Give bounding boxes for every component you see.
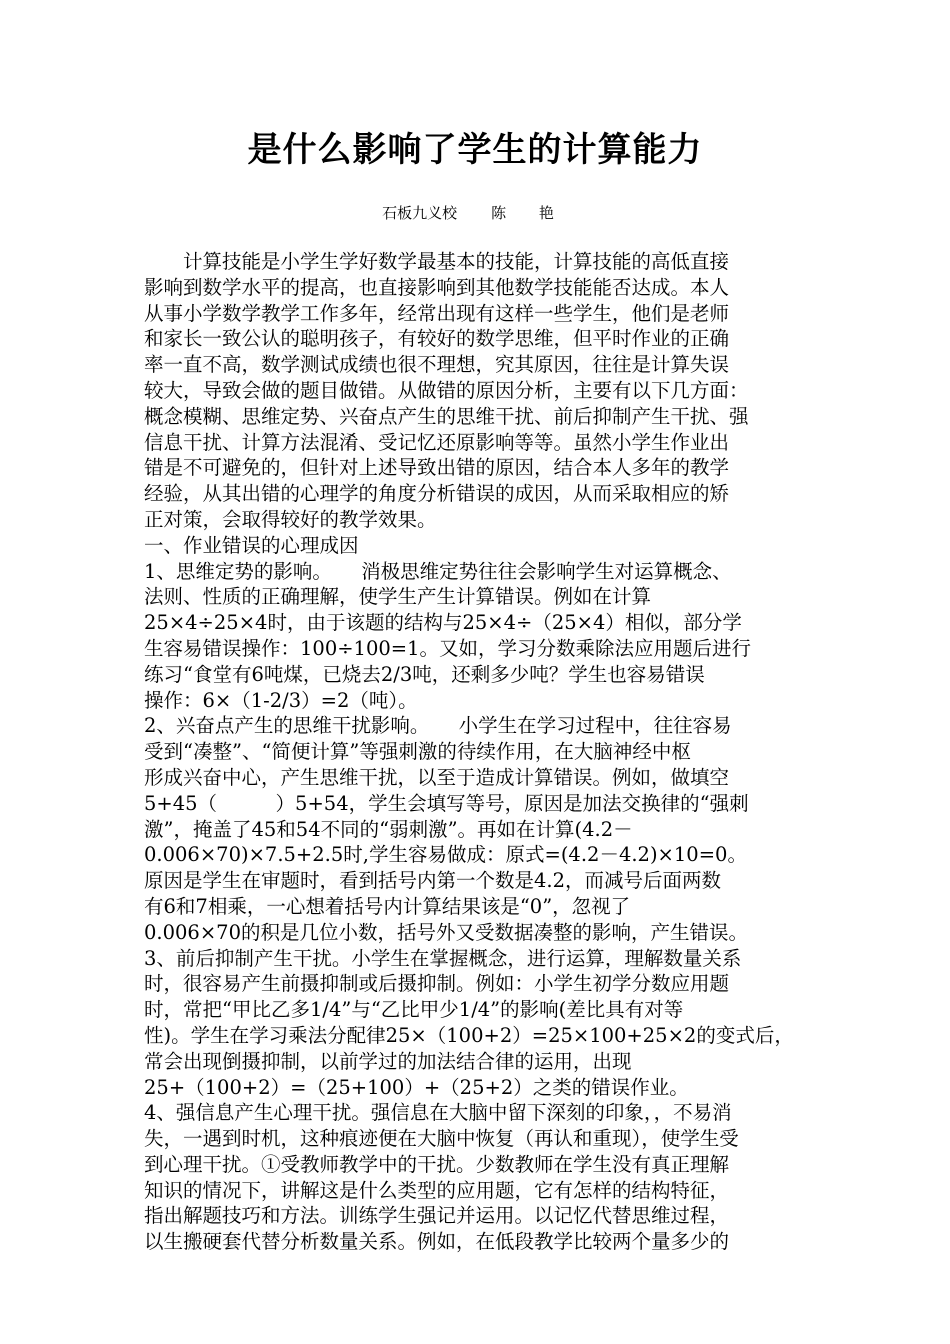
text-line: 0.006×70的积是几位小数，括号外又受数据凑整的影响，产生错误。 bbox=[144, 920, 748, 944]
text-line: 1、思维定势的影响。 消极思维定势往往会影响学生对运算概念、 bbox=[144, 559, 732, 583]
text-line: 有6和7相乘，一心想着括号内计算结果该是“0”，忽视了 bbox=[144, 894, 631, 918]
text-line: 性)。学生在学习乘法分配律25×（100+2）=25×100+25×2的变式后， bbox=[144, 1023, 794, 1047]
text-line: 计算技能是小学生学好数学最基本的技能，计算技能的高低直接 bbox=[144, 250, 730, 273]
text-line: 和家长一致公认的聪明孩子，有较好的数学思维，但平时作业的正确 bbox=[144, 327, 730, 351]
text-line: 0.006×70)×7.5+2.5时,学生容易做成：原式=(4.2－4.2)×10=0。 bbox=[144, 843, 747, 867]
text-line: 25+（100+2）=（25+100）+（25+2）之类的错误作业。 bbox=[144, 1075, 689, 1099]
text-line: 受到“凑整”、“简便计算”等强刺激的待续作用，在大脑神经中枢 bbox=[144, 740, 691, 764]
text-line: 失，一遇到时机，这种痕迹便在大脑中恢复（再认和重现），使学生受 bbox=[144, 1127, 739, 1151]
text-line: 形成兴奋中心，产生思维干扰，以至于造成计算错误。例如，做填空 bbox=[144, 765, 730, 789]
document-title: 是什么影响了学生的计算能力 bbox=[247, 130, 703, 170]
text-line: 生容易错误操作：100÷100=1。又如，学习分数乘除法应用题后进行 bbox=[144, 636, 752, 660]
school-name: 石板九义校 bbox=[382, 204, 458, 222]
text-line: 正对策，会取得较好的教学效果。 bbox=[144, 507, 437, 531]
text-line: 时，很容易产生前摄抑制或后摄抑制。例如：小学生初学分数应用题 bbox=[144, 972, 730, 996]
text-line: 较大，导致会做的题目做错。从做错的原因分析，主要有以下几方面： bbox=[144, 378, 749, 402]
text-line: 从事小学数学教学工作多年，经常出现有这样一些学生，他们是老师 bbox=[144, 301, 730, 325]
text-line: 练习“食堂有6吨煤，已烧去2/3吨，还剩多少吨？学生也容易错误 bbox=[144, 662, 705, 686]
text-line: 错是不可避免的，但针对上述导致出错的原因，结合本人多年的教学 bbox=[144, 456, 730, 480]
text-line: 概念模糊、思维定势、兴奋点产生的思维干扰、前后抑制产生干扰、强 bbox=[144, 404, 749, 428]
text-line: 25×4÷25×4时，由于该题的结构与25×4÷（25×4）相似，部分学 bbox=[144, 611, 742, 635]
section-heading: 一、作业错误的心理成因 bbox=[144, 533, 359, 557]
text-line: 信息干扰、计算方法混淆、受记忆还原影响等等。虽然小学生作业出 bbox=[144, 430, 730, 454]
text-line: 指出解题技巧和方法。训练学生强记并运用。以记忆代替思维过程， bbox=[144, 1204, 730, 1228]
text-line: 原因是学生在审题时，看到括号内第一个数是4.2，而减号后面两数 bbox=[144, 869, 722, 893]
text-line: 时，常把“甲比乙多1/4”与“乙比甲少1/4”的影响(差比具有对等 bbox=[144, 998, 684, 1022]
text-line: 5+45（ ）5+54，学生会填写等号，原因是加法交换律的“强刺 bbox=[144, 791, 749, 815]
text-line: 操作：6×（1-2/3）=2（吨）。 bbox=[144, 688, 418, 712]
text-line: 4、强信息产生心理干扰。强信息在大脑中留下深刻的印象，，不易消 bbox=[144, 1101, 732, 1125]
text-line: 法则、性质的正确理解，使学生产生计算错误。例如在计算 bbox=[144, 585, 652, 609]
text-line: 激”，掩盖了45和54不同的“弱刺激”。再如在计算(4.2－ bbox=[144, 817, 633, 841]
text-line: 2、兴奋点产生的思维干扰影响。 小学生在学习过程中，往往容易 bbox=[144, 714, 732, 738]
text-line: 常会出现倒摄抑制，以前学过的加法结合律的运用，出现 bbox=[144, 1049, 632, 1073]
text-line: 知识的情况下，讲解这是什么类型的应用题，它有怎样的结构特征， bbox=[144, 1178, 730, 1202]
text-line: 影响到数学水平的提高，也直接影响到其他数学技能能否达成。本人 bbox=[144, 275, 730, 299]
author-name: 陈 艳 bbox=[491, 204, 568, 222]
text-line: 经验，从其出错的心理学的角度分析错误的成因，从而采取相应的矫 bbox=[144, 482, 730, 506]
text-line: 到心理干扰。①受教师教学中的干扰。少数教师在学生没有真正理解 bbox=[144, 1152, 730, 1176]
byline bbox=[0, 203, 950, 223]
document-body bbox=[144, 249, 810, 1255]
text-line: 率一直不高，数学测试成绩也很不理想，究其原因，往往是计算失误 bbox=[144, 353, 730, 377]
text-line: 以生搬硬套代替分析数量关系。例如，在低段教学比较两个量多少的 bbox=[144, 1230, 730, 1254]
text-line: 3、前后抑制产生干扰。小学生在掌握概念，进行运算，理解数量关系 bbox=[144, 946, 742, 970]
